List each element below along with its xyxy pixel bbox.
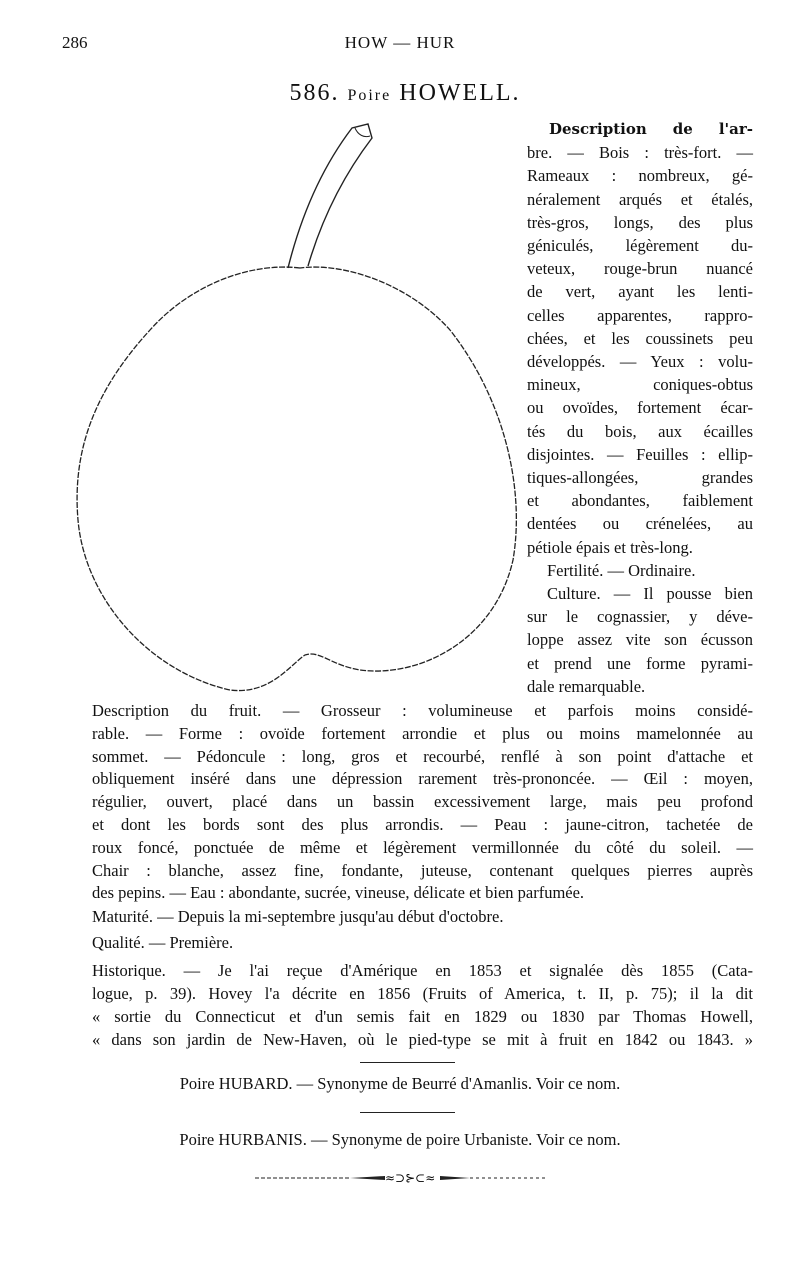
- tree-line: pétiole épais et très-long.: [527, 537, 693, 557]
- tree-line: et abondantes, faiblement: [527, 491, 753, 511]
- history-line: Historique. — Je l'ai reçue d'Amérique en 1853 et signalée dès 1855 (Cata-: [92, 961, 753, 980]
- tree-line: bre. — Bois : très-fort. —: [527, 143, 753, 163]
- tree-line: de vert, ayant les lenti-: [527, 282, 753, 302]
- history: [92, 959, 753, 1051]
- fruit-line: obliquement inséré dans une dépression rarement très-prononcée. — Œil : moyen,: [92, 769, 753, 789]
- tree-description: [527, 118, 753, 698]
- fruit-line: roux foncé, ponctuée de même et légèrement vermillonnée du côté du soleil. —: [92, 837, 753, 857]
- entry-kind: Poire: [347, 87, 392, 104]
- tree-line: celles apparentes, rappro-: [527, 305, 753, 325]
- tree-line: mineux, coniques-obtus: [527, 375, 753, 395]
- tree-line: ou ovoïdes, fortement écar-: [527, 398, 753, 418]
- divider: [360, 1112, 455, 1113]
- pear-outline: [77, 267, 516, 690]
- synonym-hurbanis: Poire HURBANIS. — Synonyme de poire Urbaniste. Voir ce nom.: [179, 1130, 621, 1149]
- tree-line: géniculés, légèrement du-: [527, 236, 753, 256]
- page-number: 286: [62, 33, 88, 52]
- history-line: logue, p. 39). Hovey l'a décrite en 1856 (Fruits of America, t. II, p. 75); il la dit: [92, 984, 753, 1003]
- svg-text:≈⊃⊱⊂≈: ≈⊃⊱⊂≈: [385, 1171, 436, 1184]
- entry-name: HOWELL.: [399, 80, 521, 106]
- fruit-line: et dont les bords sont des plus arrondis. — Peau : jaune-citron, tachetée de: [92, 814, 753, 834]
- fruit-line: rable. — Forme : ovoïde fortement arrondie et plus ou moins mamelonnée au: [92, 723, 753, 743]
- culture-line: sur le cognassier, y déve-: [527, 607, 753, 627]
- fertility: Fertilité. — Ordinaire.: [547, 560, 696, 580]
- fruit-line: Chair : blanche, assez fine, fondante, juteuse, contenant quelques pierres auprès: [92, 860, 753, 880]
- entry-number: 586.: [289, 80, 340, 106]
- tree-line: dentées ou crénelées, au: [527, 514, 753, 534]
- divider: [360, 1062, 455, 1063]
- quality: Qualité. — Première.: [92, 933, 234, 952]
- synonym-hubard: Poire HUBARD. — Synonyme de Beurré d'Amanlis. Voir ce nom.: [179, 1074, 621, 1093]
- pear-illustration: [0, 0, 530, 700]
- history-line: « sortie du Connecticut et d'un semis fait en 1829 ou 1830 par Thomas Howell,: [92, 1007, 753, 1026]
- running-head: HOW — HUR: [344, 33, 456, 52]
- tree-line: disjointes. — Feuilles : ellip-: [527, 444, 753, 464]
- history-line: « dans son jardin de New-Haven, où le pied-type se mit à fruit en 1842 ou 1843. »: [92, 1030, 753, 1049]
- tree-line: veteux, rouge-brun nuancé: [527, 259, 753, 279]
- tree-line: Rameaux : nombreux, gé-: [527, 166, 753, 186]
- tree-line: chées, et les coussinets peu: [527, 328, 753, 348]
- tree-line: néralement arqués et étalés,: [527, 189, 753, 209]
- culture-line: et prend une forme pyrami-: [527, 653, 753, 673]
- pear-stem: [288, 124, 372, 268]
- culture-line: loppe assez vite son écusson: [527, 630, 753, 650]
- fruit-line: régulier, ouvert, placé dans un bassin excessivement large, mais peu profond: [92, 792, 753, 812]
- tree-line: tiques-allongées, grandes: [527, 468, 753, 488]
- fruit-line: Description du fruit. — Grosseur : volumineuse et parfois moins considé-: [92, 701, 753, 720]
- tree-heading: Description de l'ar-: [549, 120, 753, 138]
- tree-line: tés du bois, aux écailles: [527, 421, 753, 441]
- tree-line: développés. — Yeux : volu-: [527, 352, 753, 372]
- maturity: Maturité. — Depuis la mi-septembre jusqu'au début d'octobre.: [92, 907, 504, 926]
- culture-line: dale remarquable.: [527, 676, 646, 696]
- ornament-tailpiece: [255, 1170, 555, 1184]
- tree-line: très-gros, longs, des plus: [527, 212, 753, 232]
- culture-line: Culture. — Il pousse bien: [547, 584, 753, 604]
- fruit-description: [92, 700, 753, 905]
- fruit-line: sommet. — Pédoncule : long, gros et recourbé, renflé à son point d'attache et: [92, 746, 753, 766]
- fruit-line: des pepins. — Eau : abondante, sucrée, vineuse, délicate et bien parfumée.: [92, 883, 585, 903]
